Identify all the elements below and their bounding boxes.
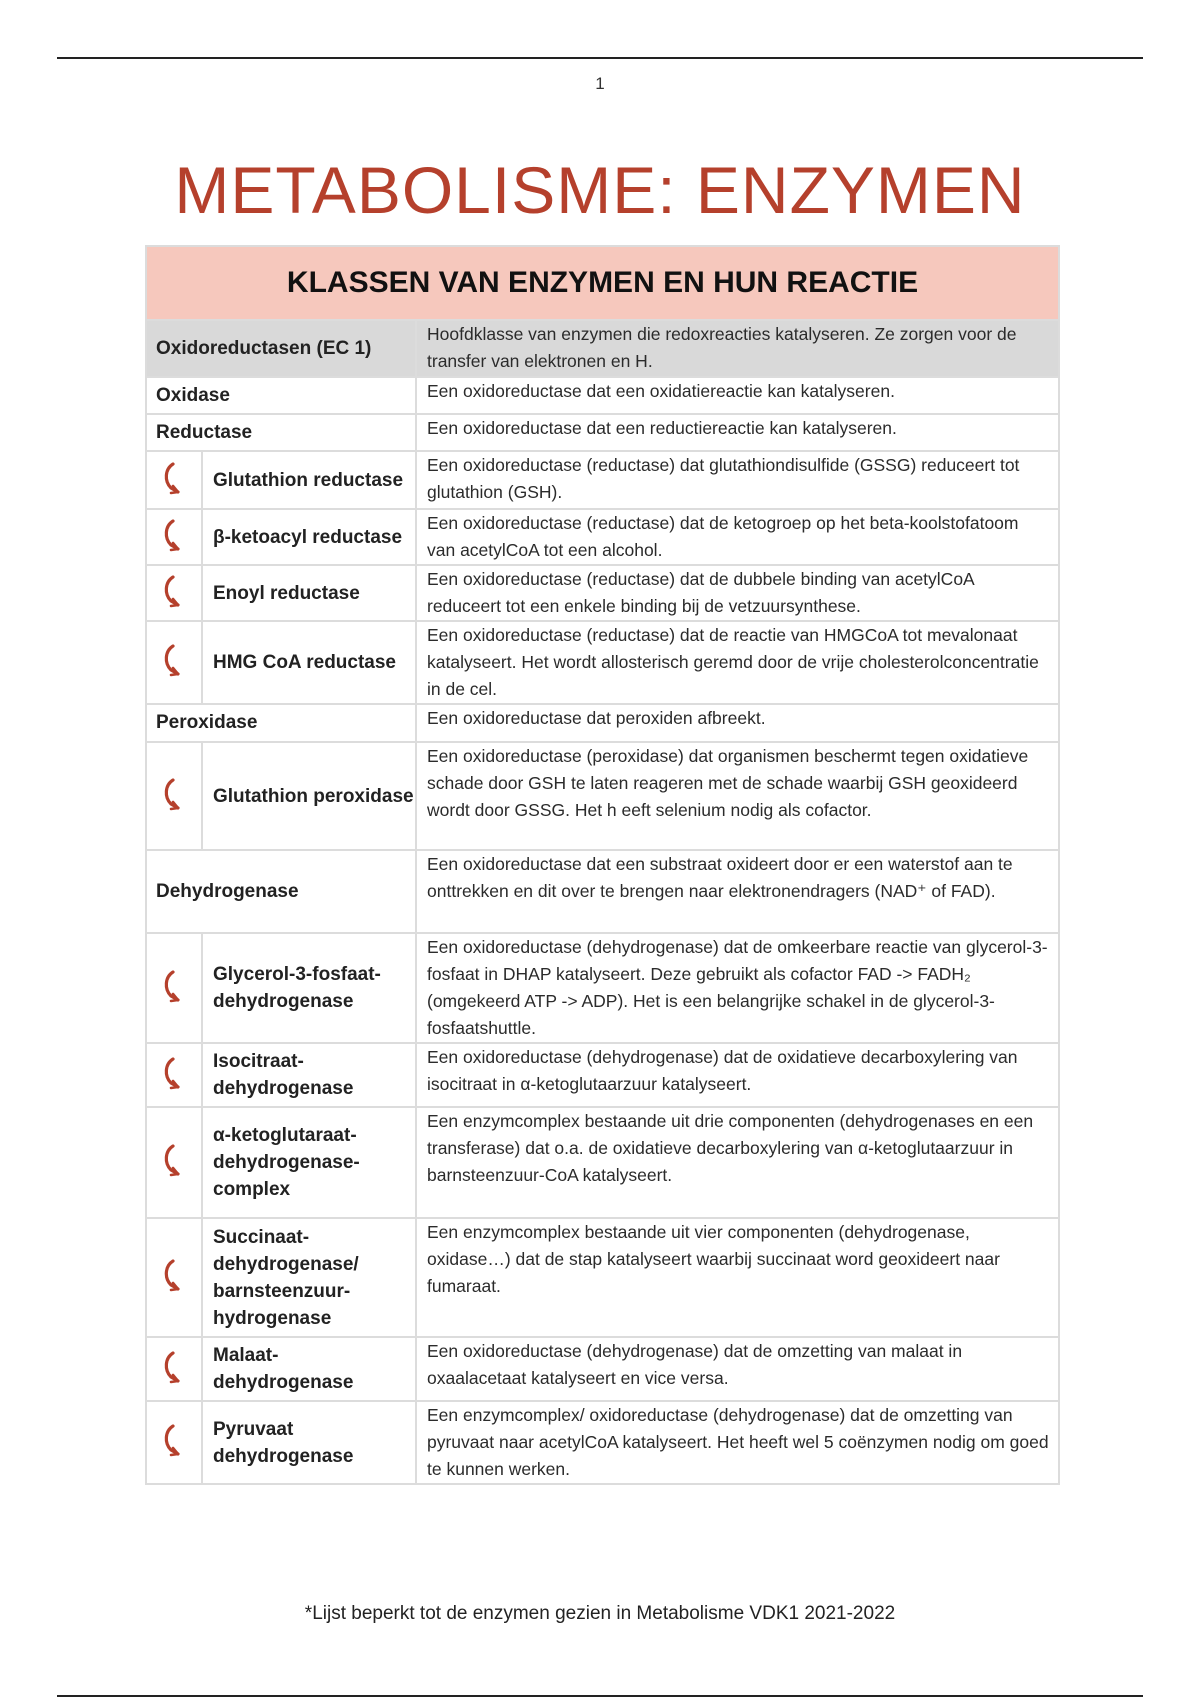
table-body <box>146 320 1059 1484</box>
category-row <box>146 850 1059 933</box>
enzyme-description: Een enzymcomplex bestaande uit vier componenten (dehydrogenase, oxidase…) dat de stap katalyseert waarbij succinaat word geoxideert naar fumaraat. <box>416 1218 1059 1337</box>
category-name: Dehydrogenase <box>146 850 416 933</box>
subtype-row <box>146 742 1059 850</box>
enzyme-description: Een oxidoreductase (reductase) dat de ketogroep op het beta-koolstofatoom van acetylCoA tot een alcohol. <box>416 509 1059 565</box>
subtype-row <box>146 933 1059 1043</box>
subtype-row <box>146 621 1059 704</box>
enzyme-description: Een enzymcomplex bestaande uit drie componenten (dehydrogenases en een transferase) dat o.a. de oxidatieve decarboxylering van α-ketoglutaarzuur in barnsteenzuur-CoA katalyseert. <box>416 1107 1059 1218</box>
bottom-rule <box>57 1695 1143 1697</box>
enzyme-description: Een oxidoreductase dat een oxidatiereactie kan katalyseren. <box>416 377 1059 414</box>
top-rule <box>57 57 1143 59</box>
curved-arrow-icon <box>161 1258 187 1292</box>
subtype-row <box>146 1107 1059 1218</box>
category-row <box>146 704 1059 742</box>
table-heading: KLASSEN VAN ENZYMEN EN HUN REACTIE <box>146 246 1059 320</box>
category-name: Oxidase <box>146 377 416 414</box>
enzyme-name: Glycerol-3-fosfaat-dehydrogenase <box>202 933 416 1043</box>
enzyme-name: Pyruvaat dehydrogenase <box>202 1401 416 1484</box>
icon-cell <box>146 1043 202 1107</box>
enzyme-name: Malaat-dehydrogenase <box>202 1337 416 1401</box>
enzyme-description: Een oxidoreductase (peroxidase) dat organismen beschermt tegen oxidatieve schade door GSH te laten reageren met de schade waarbij GSH geoxideerd wordt door GSSG. Het h eeft selenium nodig als cofactor. <box>416 742 1059 850</box>
category-row <box>146 414 1059 451</box>
enzyme-description: Hoofdklasse van enzymen die redoxreacties katalyseren. Ze zorgen voor de transfer van elektronen en H. <box>416 320 1059 377</box>
curved-arrow-icon <box>161 1350 187 1384</box>
curved-arrow-icon <box>161 1056 187 1090</box>
icon-cell <box>146 933 202 1043</box>
curved-arrow-icon <box>161 1143 187 1177</box>
footnote: *Lijst beperkt tot de enzymen gezien in Metabolisme VDK1 2021-2022 <box>304 1603 896 1624</box>
curved-arrow-icon <box>161 1423 187 1457</box>
subtype-row <box>146 1218 1059 1337</box>
enzyme-description: Een enzymcomplex/ oxidoreductase (dehydrogenase) dat de omzetting van pyruvaat naar acetylCoA katalyseert. Het heeft wel 5 coënzymen nodig om goed te kunnen werken. <box>416 1401 1059 1484</box>
curved-arrow-icon <box>161 777 187 811</box>
enzyme-name: Glutathion peroxidase <box>202 742 416 850</box>
subtype-row <box>146 1401 1059 1484</box>
category-row <box>146 377 1059 414</box>
enzyme-name: Glutathion reductase <box>202 451 416 509</box>
icon-cell <box>146 1107 202 1218</box>
subtype-row <box>146 509 1059 565</box>
icon-cell <box>146 1337 202 1401</box>
curved-arrow-icon <box>161 969 187 1003</box>
enzyme-description: Een oxidoreductase (dehydrogenase) dat de omkeerbare reactie van glycerol-3-fosfaat in DHAP katalyseert. Deze gebruikt als cofactor FAD -> FADH₂ (omgekeerd ATP -> ADP). Het is een belangrijke schakel in de glycerol-3-fosfaatshuttle. <box>416 933 1059 1043</box>
icon-cell <box>146 509 202 565</box>
icon-cell <box>146 742 202 850</box>
page-title: METABOLISME: ENZYMEN <box>174 153 1026 227</box>
enzyme-name: Succinaat-dehydrogenase/ barnsteenzuur-hydrogenase <box>202 1218 416 1337</box>
enzyme-description: Een oxidoreductase dat peroxiden afbreekt. <box>416 704 1059 742</box>
enzyme-description: Een oxidoreductase (reductase) dat de reactie van HMGCoA tot mevalonaat katalyseert. Het wordt allosterisch geremd door de vrije cholesterolconcentratie in de cel. <box>416 621 1059 704</box>
enzyme-name: Isocitraat-dehydrogenase <box>202 1043 416 1107</box>
icon-cell <box>146 1401 202 1484</box>
enzyme-name: α-ketoglutaraat-dehydrogenase-complex <box>202 1107 416 1218</box>
enzyme-table <box>145 245 1060 1485</box>
curved-arrow-icon <box>161 518 187 552</box>
main-class-row <box>146 320 1059 377</box>
subtype-row <box>146 1043 1059 1107</box>
icon-cell <box>146 621 202 704</box>
curved-arrow-icon <box>161 461 187 495</box>
page-number: 1 <box>595 74 605 93</box>
enzyme-name: β-ketoacyl reductase <box>202 509 416 565</box>
category-name: Reductase <box>146 414 416 451</box>
curved-arrow-icon <box>161 643 187 677</box>
enzyme-name: Enoyl reductase <box>202 565 416 621</box>
subtype-row <box>146 1337 1059 1401</box>
main-class-name: Oxidoreductasen (EC 1) <box>146 320 416 377</box>
enzyme-description: Een oxidoreductase dat een substraat oxideert door er een waterstof aan te onttrekken en dit over te brengen naar elektronendragers (NAD⁺ of FAD). <box>416 850 1059 933</box>
enzyme-description: Een oxidoreductase (dehydrogenase) dat de omzetting van malaat in oxaalacetaat katalyseert en vice versa. <box>416 1337 1059 1401</box>
icon-cell <box>146 451 202 509</box>
category-name: Peroxidase <box>146 704 416 742</box>
subtype-row <box>146 451 1059 509</box>
enzyme-description: Een oxidoreductase (dehydrogenase) dat de oxidatieve decarboxylering van isocitraat in α-ketoglutaarzuur katalyseert. <box>416 1043 1059 1107</box>
enzyme-description: Een oxidoreductase (reductase) dat glutathiondisulfide (GSSG) reduceert tot glutathion (GSH). <box>416 451 1059 509</box>
curved-arrow-icon <box>161 574 187 608</box>
enzyme-name: HMG CoA reductase <box>202 621 416 704</box>
subtype-row <box>146 565 1059 621</box>
enzyme-description: Een oxidoreductase dat een reductiereactie kan katalyseren. <box>416 414 1059 451</box>
icon-cell <box>146 565 202 621</box>
enzyme-description: Een oxidoreductase (reductase) dat de dubbele binding van acetylCoA reduceert tot een enkele binding bij de vetzuursynthese. <box>416 565 1059 621</box>
icon-cell <box>146 1218 202 1337</box>
